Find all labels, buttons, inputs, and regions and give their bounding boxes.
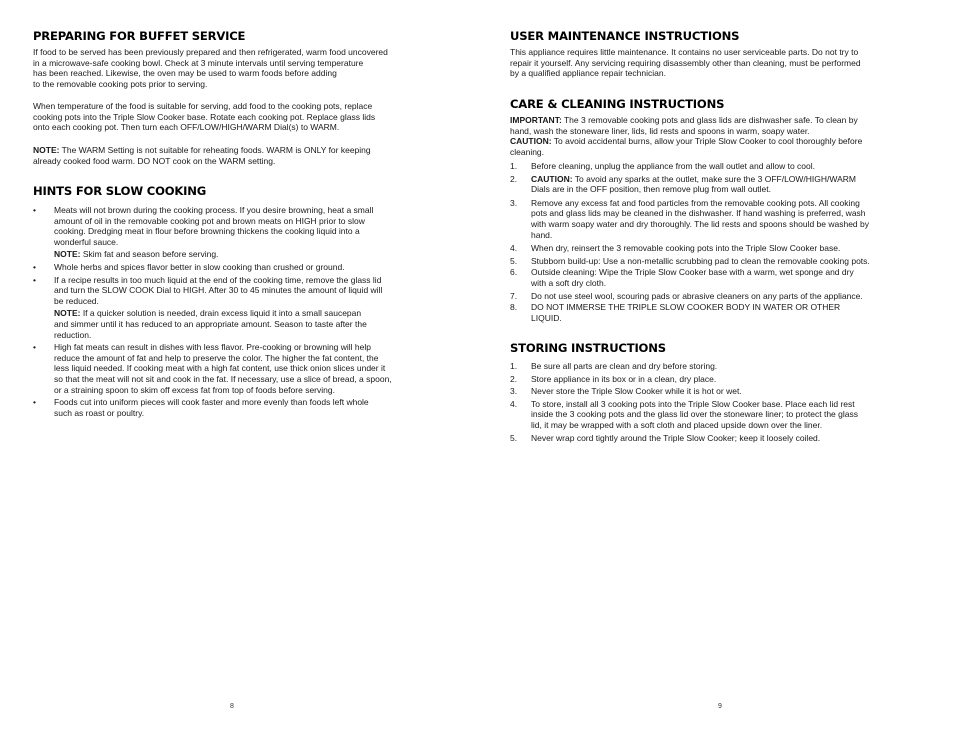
storing-list — [510, 361, 930, 443]
list-item: 5. Stubborn build-up: Use a non-metallic scrubbing pad to clean the removable cooking pots. — [510, 255, 870, 266]
bullet-marker: • — [33, 205, 36, 215]
hints-list — [33, 205, 453, 418]
right-page — [510, 0, 922, 738]
list-item: 1. Be sure all parts are clean and dry before storing. — [510, 361, 718, 371]
list-item: 2. Store appliance in its box or in a clean, dry place. — [510, 373, 717, 384]
list-item: 1. Before cleaning, unplug the appliance from the wall outlet and allow to cool. — [510, 161, 815, 171]
caution-label: CAUTION: — [510, 136, 552, 147]
list-item: 3. Remove any excess fat and food particles from the removable cooking pots. All cooking pots and glass lids may be cleaned in the dishwasher. If hand washing is preferred, wash with warm soapy water and dry thoroughly. The lid rests and spoons should be washed by hand. — [510, 197, 869, 240]
bullet-marker: • — [33, 261, 36, 272]
buffet-note: NOTE: The WARM Setting is not suitable for reheating foods. WARM is ONLY for keeping already cooked food warm. DO NOT cook on the WARM setting. — [33, 145, 371, 166]
list-item: 5. Never wrap cord tightly around the Triple Slow Cooker; keep it loosely coiled. — [510, 432, 821, 443]
list-item: 4. To store, install all 3 cooking pots into the Triple Slow Cooker base. Place each lid rest inside the 3 cooking pots and the glass lid over the stoneware liner; to protect the glass lid, it may be wrapped with a soft cloth and placed upside down over the liner. — [510, 398, 858, 430]
buffet-paragraph-2: When temperature of the food is suitable for serving, add food to the cooking pots, replace cooking pots into the Triple Slow Cooker base. Rotate each cooking pot. Replace glass lids onto each cooking pot. Then turn each OFF/LOW/HIGH/WARM Dial(s) to WARM. — [33, 101, 376, 133]
bullet-marker: • — [33, 274, 36, 285]
important-label: IMPORTANT: — [510, 115, 562, 125]
list-item: • Meats will not brown during the cooking process. If you desire browning, heat a small amount of oil in the removable cooking pot and brown meats on HIGH prior to slow cooking. Dredging meat in flour before browning thickens the cooking liquid into a wonderful sauce. NOTE: Skim fat and season before serving. — [33, 205, 453, 260]
list-item: 7. Do not use steel wool, scouring pads or abrasive cleaners on any parts of the appliance. — [510, 290, 863, 301]
list-item: 2. CAUTION: To avoid any sparks at the outlet, make sure the 3 OFF/LOW/HIGH/WARM Dials are in the OFF position, then remove plug from wall outlet. — [510, 173, 856, 195]
buffet-heading: PREPARING FOR BUFFET SERVICE — [33, 29, 246, 43]
page-number-right: 9 — [718, 703, 722, 710]
care-list — [510, 161, 930, 323]
list-item: • Foods cut into uniform pieces will cook faster and more evenly than foods left whole such as roast or poultry. — [33, 397, 369, 418]
care-heading: CARE & CLEANING INSTRUCTIONS — [510, 97, 725, 111]
list-item: 8. DO NOT IMMERSE THE TRIPLE SLOW COOKER BODY IN WATER OR OTHER LIQUID. — [510, 302, 841, 323]
list-item: • If a recipe results in too much liquid at the end of the cooking time, remove the glass lid and turn the SLOW COOK Dial to HIGH. After 30 to 45 minutes the amount of liquid will be reduced. NOTE: If a quicker solution is needed, drain excess liquid it into a small saucepan and simmer until it has reduced to an appropriate amount. Season to taste after the reduction. — [33, 275, 453, 341]
list-item: • High fat meats can result in dishes with less flavor. Pre-cooking or browning will help reduce the amount of fat and help to preserve the color. The higher the fat content, the less liquid needed. If cooking meat with a high fat content, use thick onion slices under it so that the meat will not sit and cook in the fat. If necessary, use a slice of bread, a spoon, or a straining spoon to skim off excess fat from top of foods before serving. — [33, 342, 392, 395]
storing-heading: STORING INSTRUCTIONS — [510, 341, 666, 355]
hint-note: NOTE: Skim fat and season before serving. — [54, 249, 219, 260]
hints-heading: HINTS FOR SLOW COOKING — [33, 184, 207, 198]
care-important: IMPORTANT: The 3 removable cooking pots and glass lids are dishwasher safe. To clean by hand, wash the stoneware liner, lids, lid rests and spoons in warm, soapy water. CAUTION: To avoid accidental burns, allow your Triple Slow Cooker to cool thoroughly before cleaning. — [510, 115, 863, 157]
note-label: NOTE: — [33, 145, 60, 155]
buffet-paragraph-1: If food to be served has been previously prepared and then refrigerated, warm food uncovered in a microwave-safe cooking bowl. Check at 3 minute intervals until serving temperature has been reached. Likewise, the oven may be used to warm foods before adding to the removable cooking pots prior to serving. — [33, 47, 388, 89]
maintenance-heading: USER MAINTENANCE INSTRUCTIONS — [510, 29, 740, 43]
maintenance-paragraph: This appliance requires little maintenance. It contains no user serviceable parts. Do not try to repair it yourself. Any servicing requiring disassembly other than cleaning, must be performed by a qualified appliance repair technician. — [510, 47, 861, 79]
list-item: • Whole herbs and spices flavor better in slow cooking than crushed or ground. — [33, 261, 345, 272]
page-number-left: 8 — [230, 703, 234, 710]
list-item: 4. When dry, reinsert the 3 removable cooking pots into the Triple Slow Cooker base. — [510, 243, 841, 254]
list-item: 6. Outside cleaning: Wipe the Triple Slow Cooker base with a warm, wet sponge and dry with a soft dry cloth. — [510, 267, 854, 288]
list-item: 3. Never store the Triple Slow Cooker while it is hot or wet. — [510, 386, 742, 397]
left-page — [33, 0, 445, 738]
hint-note: NOTE: If a quicker solution is needed, drain excess liquid it into a small saucepan and simmer until it has reduced to an appropriate amount. Season to taste after the reduction. — [54, 308, 367, 340]
bullet-marker: • — [33, 397, 36, 408]
bullet-marker: • — [33, 342, 36, 353]
